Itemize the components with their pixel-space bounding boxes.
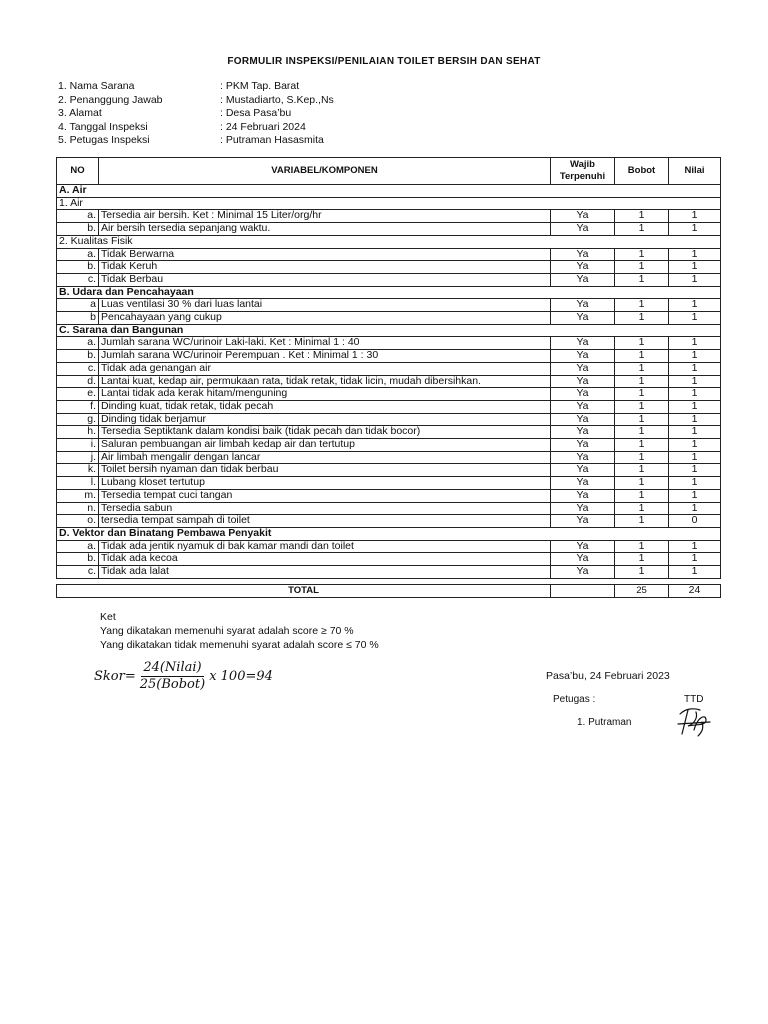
row-nilai: 1 [669, 489, 721, 502]
subsection-heading: 2. Kualitas Fisik [57, 235, 721, 248]
row-wajib: Ya [551, 388, 615, 401]
row-nilai: 1 [669, 350, 721, 363]
row-wajib: Ya [551, 426, 615, 439]
row-text: Tersedia tempat cuci tangan [99, 489, 551, 502]
row-no: g. [57, 413, 99, 426]
table-row [57, 375, 721, 388]
row-no: o. [57, 515, 99, 528]
table-row [57, 388, 721, 401]
row-bobot: 1 [615, 312, 669, 325]
row-text: Dinding kuat, tidak retak, tidak pecah [99, 400, 551, 413]
table-row [57, 261, 721, 274]
table-row [57, 324, 721, 337]
row-nilai: 1 [669, 299, 721, 312]
row-text: Tidak Berwarna [99, 248, 551, 261]
formula-eq: = [124, 669, 136, 684]
row-wajib: Ya [551, 248, 615, 261]
row-text: Saluran pembuangan air limbah kedap air dan tertutup [99, 439, 551, 452]
info-label: 1. Nama Sarana [58, 80, 135, 92]
row-nilai: 1 [669, 451, 721, 464]
formula-lhs: Skor [94, 669, 125, 684]
row-text: Tidak ada genangan air [99, 362, 551, 375]
row-nilai: 0 [669, 515, 721, 528]
formula-numerator: 24(Nilai) [143, 660, 202, 675]
place-date: Pasa’bu, 24 Februari 2023 [546, 670, 670, 682]
row-wajib: Ya [551, 553, 615, 566]
section-heading: C. Sarana dan Bangunan [57, 324, 721, 337]
row-text: Tersedia Septiktank dalam kondisi baik (tidak pecah dan tidak bocor) [99, 426, 551, 439]
row-nilai: 1 [669, 426, 721, 439]
table-row [57, 527, 721, 540]
table-row [57, 477, 721, 490]
total-bobot: 25 [615, 585, 669, 598]
row-no: l. [57, 477, 99, 490]
row-text: Tidak ada jentik nyamuk di bak kamar mandi dan toilet [99, 540, 551, 553]
header-variabel: VARIABEL/KOMPONEN [99, 158, 551, 185]
row-bobot: 1 [615, 540, 669, 553]
row-bobot: 1 [615, 337, 669, 350]
table-row [57, 451, 721, 464]
row-nilai: 1 [669, 388, 721, 401]
row-nilai: 1 [669, 400, 721, 413]
row-bobot: 1 [615, 477, 669, 490]
row-nilai: 1 [669, 566, 721, 579]
table-row [57, 235, 721, 248]
table-row [57, 210, 721, 223]
row-text: Air bersih tersedia sepanjang waktu. [99, 223, 551, 236]
table-row [57, 540, 721, 553]
row-no: j. [57, 451, 99, 464]
row-wajib: Ya [551, 413, 615, 426]
table-row [57, 553, 721, 566]
row-bobot: 1 [615, 553, 669, 566]
row-wajib: Ya [551, 566, 615, 579]
row-wajib: Ya [551, 502, 615, 515]
row-bobot: 1 [615, 299, 669, 312]
row-bobot: 1 [615, 464, 669, 477]
table-row [57, 299, 721, 312]
info-label: 4. Tanggal Inspeksi [58, 120, 148, 133]
row-no: b. [57, 350, 99, 363]
row-text: Tidak ada kecoa [99, 553, 551, 566]
row-no: a. [57, 540, 99, 553]
row-text: tersedia tempat sampah di toilet [99, 515, 551, 528]
row-text: Lantai kuat, kedap air, permukaan rata, tidak retak, tidak licin, mudah dibersihkan. [99, 375, 551, 388]
row-bobot: 1 [615, 261, 669, 274]
formula-denominator: 25(Bobot) [139, 677, 206, 692]
row-nilai: 1 [669, 312, 721, 325]
row-no: c. [57, 273, 99, 286]
row-nilai: 1 [669, 477, 721, 490]
row-no: i. [57, 439, 99, 452]
row-no: f. [57, 400, 99, 413]
section-heading: B. Udara dan Pencahayaan [57, 286, 721, 299]
row-text: Tersedia air bersih. Ket : Minimal 15 Liter/org/hr [99, 210, 551, 223]
table-row [57, 362, 721, 375]
row-nilai: 1 [669, 248, 721, 261]
section-heading: D. Vektor dan Binatang Pembawa Penyakit [57, 527, 721, 540]
row-bobot: 1 [615, 273, 669, 286]
formula-fraction [138, 660, 207, 693]
table-row [57, 439, 721, 452]
table-row [57, 248, 721, 261]
row-nilai: 1 [669, 273, 721, 286]
ket-heading: Ket [100, 611, 116, 623]
header-bobot: Bobot [615, 158, 669, 185]
row-no: a [57, 299, 99, 312]
table-row [57, 502, 721, 515]
row-wajib: Ya [551, 223, 615, 236]
signature-mark [676, 704, 712, 738]
row-text: Lantai tidak ada kerak hitam/menguning [99, 388, 551, 401]
form-title: FORMULIR INSPEKSI/PENILAIAN TOILET BERSIH DAN SEHAT [227, 56, 541, 67]
row-text: Lubang kloset tertutup [99, 477, 551, 490]
row-nilai: 1 [669, 210, 721, 223]
row-no: b. [57, 223, 99, 236]
row-bobot: 1 [615, 451, 669, 464]
table-row [57, 312, 721, 325]
row-nilai: 1 [669, 439, 721, 452]
total-row [57, 585, 721, 598]
table-row [57, 350, 721, 363]
row-wajib: Ya [551, 261, 615, 274]
row-bobot: 1 [615, 362, 669, 375]
row-bobot: 1 [615, 426, 669, 439]
row-nilai: 1 [669, 540, 721, 553]
row-text: Jumlah sarana WC/urinoir Perempuan . Ket : Minimal 1 : 30 [99, 350, 551, 363]
row-no: b. [57, 261, 99, 274]
row-bobot: 1 [615, 375, 669, 388]
row-no: b. [57, 553, 99, 566]
row-no: h. [57, 426, 99, 439]
info-label: 2. Penanggung Jawab [58, 93, 163, 106]
row-bobot: 1 [615, 248, 669, 261]
row-nilai: 1 [669, 375, 721, 388]
row-text: Tidak ada lalat [99, 566, 551, 579]
header-wajib: Wajib Terpenuhi [551, 158, 615, 185]
row-no: c. [57, 362, 99, 375]
table-row [57, 426, 721, 439]
row-wajib: Ya [551, 273, 615, 286]
row-bobot: 1 [615, 223, 669, 236]
petugas-label: Petugas : [553, 694, 596, 705]
row-nilai: 1 [669, 362, 721, 375]
row-wajib: Ya [551, 464, 615, 477]
subsection-heading: 1. Air [57, 197, 721, 210]
table-row [57, 413, 721, 426]
row-wajib: Ya [551, 477, 615, 490]
row-wajib: Ya [551, 451, 615, 464]
ket-line-2: Yang dikatakan tidak memenuhi syarat adalah score ≤ 70 % [100, 639, 379, 651]
row-wajib: Ya [551, 210, 615, 223]
row-text: Jumlah sarana WC/urinoir Laki-laki. Ket : Minimal 1 : 40 [99, 337, 551, 350]
row-bobot: 1 [615, 350, 669, 363]
petugas-name: 1. Putraman [577, 717, 632, 728]
table-row [57, 400, 721, 413]
row-text: Dinding tidak berjamur [99, 413, 551, 426]
row-no: e. [57, 388, 99, 401]
row-bobot: 1 [615, 489, 669, 502]
info-value: : Mustadiarto, S.Kep.,Ns [220, 93, 334, 106]
info-label: 5. Petugas Inspeksi [58, 134, 150, 146]
row-nilai: 1 [669, 502, 721, 515]
formula-rhs: x 100=94 [209, 669, 273, 684]
row-wajib: Ya [551, 350, 615, 363]
section-heading: A. Air [57, 185, 721, 198]
table-row [57, 337, 721, 350]
inspection-table [56, 157, 721, 579]
score-formula [94, 660, 273, 693]
info-value: : Desa Pasa’bu [220, 107, 292, 119]
ttd-label: TTD [684, 694, 704, 705]
row-no: n. [57, 502, 99, 515]
row-nilai: 1 [669, 413, 721, 426]
row-no: a. [57, 337, 99, 350]
row-bobot: 1 [615, 439, 669, 452]
table-row [57, 273, 721, 286]
table-row [57, 223, 721, 236]
row-wajib: Ya [551, 489, 615, 502]
info-value: : Putraman Hasasmita [220, 134, 324, 146]
row-bobot: 1 [615, 515, 669, 528]
row-bobot: 1 [615, 502, 669, 515]
row-text: Tidak Berbau [99, 273, 551, 286]
table-row [57, 566, 721, 579]
row-wajib: Ya [551, 540, 615, 553]
row-nilai: 1 [669, 223, 721, 236]
table-row [57, 185, 721, 198]
row-no: m. [57, 489, 99, 502]
table-row [57, 515, 721, 528]
ket-line-1: Yang dikatakan memenuhi syarat adalah score ≥ 70 % [100, 625, 354, 637]
header-nilai: Nilai [669, 158, 721, 185]
row-wajib: Ya [551, 375, 615, 388]
ket-block [100, 610, 379, 652]
row-no: d. [57, 375, 99, 388]
total-table [56, 584, 721, 598]
row-text: Toilet bersih nyaman dan tidak berbau [99, 464, 551, 477]
table-row [57, 197, 721, 210]
row-wajib: Ya [551, 439, 615, 452]
header-no: NO [57, 158, 99, 185]
info-label: 3. Alamat [58, 107, 102, 119]
row-wajib: Ya [551, 515, 615, 528]
total-nilai: 24 [669, 585, 721, 598]
table-row [57, 464, 721, 477]
row-no: c. [57, 566, 99, 579]
row-no: a. [57, 210, 99, 223]
row-nilai: 1 [669, 464, 721, 477]
row-text: Pencahayaan yang cukup [99, 312, 551, 325]
row-no: b [57, 312, 99, 325]
row-wajib: Ya [551, 337, 615, 350]
row-text: Tersedia sabun [99, 502, 551, 515]
row-no: k. [57, 464, 99, 477]
row-text: Tidak Keruh [99, 261, 551, 274]
row-nilai: 1 [669, 553, 721, 566]
row-wajib: Ya [551, 362, 615, 375]
info-value: : PKM Tap. Barat [220, 80, 300, 92]
row-bobot: 1 [615, 388, 669, 401]
row-wajib: Ya [551, 400, 615, 413]
table-header-row [57, 158, 721, 185]
row-bobot: 1 [615, 413, 669, 426]
info-value: : 24 Februari 2024 [220, 120, 306, 133]
table-row [57, 489, 721, 502]
row-wajib: Ya [551, 312, 615, 325]
row-text: Luas ventilasi 30 % dari luas lantai [99, 299, 551, 312]
row-bobot: 1 [615, 566, 669, 579]
row-nilai: 1 [669, 261, 721, 274]
total-wajib [551, 585, 615, 598]
row-nilai: 1 [669, 337, 721, 350]
row-wajib: Ya [551, 299, 615, 312]
table-row [57, 286, 721, 299]
row-bobot: 1 [615, 400, 669, 413]
total-label: TOTAL [57, 585, 551, 598]
row-no: a. [57, 248, 99, 261]
row-bobot: 1 [615, 210, 669, 223]
row-text: Air limbah mengalir dengan lancar [99, 451, 551, 464]
